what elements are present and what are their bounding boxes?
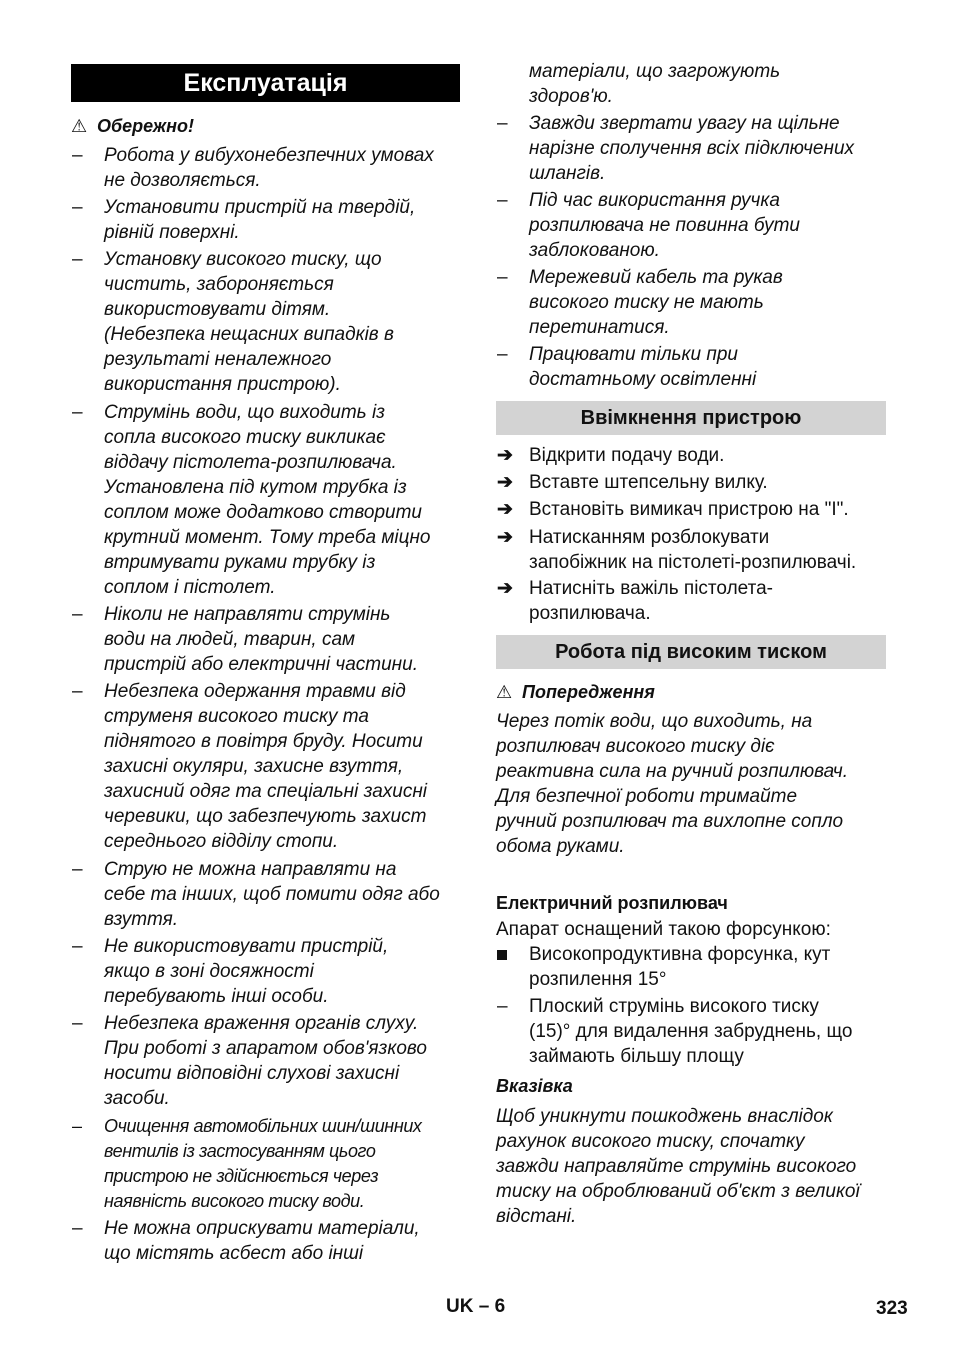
dash-marker: – bbox=[72, 249, 83, 270]
dash-marker: – bbox=[72, 1013, 83, 1034]
arrow-right-icon: ➔ bbox=[497, 527, 513, 548]
list-item bbox=[497, 111, 889, 186]
step-text: Відкрити подачу води. bbox=[529, 445, 725, 466]
step-text: Натисніть важіль пістолета- розпилювача. bbox=[529, 578, 773, 624]
list-item bbox=[72, 602, 464, 677]
dash-marker: – bbox=[497, 190, 508, 211]
dash-marker: – bbox=[72, 936, 83, 957]
list-item bbox=[72, 143, 464, 193]
list-item-text: Завжди звертати увагу на щільне нарізне сполучення всіх підключених шлангів. bbox=[529, 113, 855, 184]
sprayer-intro: Апарат оснащений такою форсункою: bbox=[496, 919, 831, 940]
dash-marker: – bbox=[497, 344, 508, 365]
list-item-text: Струмінь води, що виходить із сопла високого тиску викликає віддачу пістолета-розпилювача. Установлена під кутом трубка із соплом може додатково створити крутний момент. Тому треба міцно втримувати руками трубку із соплом і пістолет. bbox=[104, 402, 431, 598]
list-item bbox=[72, 195, 464, 245]
dash-marker: – bbox=[497, 113, 508, 134]
dash-marker: – bbox=[72, 1116, 82, 1136]
list-item-text: Не використовувати пристрій, якщо в зоні досяжності перебувають інші особи. bbox=[104, 936, 389, 1007]
list-item bbox=[497, 265, 889, 340]
list-item bbox=[497, 188, 889, 263]
subsection-title-high-pressure: Робота під високим тиском bbox=[496, 635, 886, 669]
arrow-right-icon: ➔ bbox=[497, 445, 513, 466]
list-item bbox=[72, 934, 464, 1009]
step-item bbox=[497, 576, 899, 626]
list-item bbox=[72, 1011, 464, 1111]
warning-heading bbox=[496, 680, 655, 705]
sprayer-item-text: Плоский струмінь високого тиску (15)° для видалення забруднень, що займають більшу площу bbox=[529, 996, 853, 1067]
list-item bbox=[72, 400, 464, 600]
sprayer-item bbox=[529, 942, 889, 992]
arrow-right-icon: ➔ bbox=[497, 578, 513, 599]
step-item bbox=[497, 443, 899, 468]
sprayer-item bbox=[497, 994, 889, 1069]
warning-triangle-icon: ⚠ bbox=[496, 682, 513, 702]
page-number: 323 bbox=[876, 1298, 908, 1319]
subsection-title-switch-on: Ввімкнення пристрою bbox=[496, 401, 886, 435]
sprayer-heading: Електричний розпилювач bbox=[496, 893, 728, 913]
list-item-text: Під час використання ручка розпилювача не повинна бути заблокованою. bbox=[529, 190, 800, 261]
dash-marker: – bbox=[72, 604, 83, 625]
list-item-text: Очищення автомобільних шин/шинних вентилів із застосуванням цього пристрою не здійснюється через наявність високого тиску води. bbox=[104, 1116, 422, 1211]
caution-heading bbox=[71, 114, 194, 139]
warning-text: Через потік води, що виходить, на розпилювач високого тиску діє реактивна сила на ручний розпилювач. Для безпечної роботи тримайте ручний розпилювач та вихлопне сопло обома руками. bbox=[496, 711, 849, 857]
warning-triangle-icon: ⚠ bbox=[71, 116, 88, 136]
list-item bbox=[72, 247, 464, 397]
step-item bbox=[497, 470, 899, 495]
list-item bbox=[72, 1114, 464, 1214]
list-item bbox=[72, 1216, 464, 1266]
sprayer-item-text: Високопродуктивна форсунка, кут розпилення 15° bbox=[529, 944, 831, 990]
note-heading: Вказівка bbox=[496, 1076, 573, 1096]
footer-section-label: UK – 6 bbox=[446, 1296, 506, 1317]
list-item-text: Небезпека враження органів слуху. При роботі з апаратом обов'язково носити відповідні слухові захисні засоби. bbox=[104, 1013, 427, 1109]
step-text: Натисканням розблокувати запобіжник на пістолеті-розпилювачі. bbox=[529, 527, 857, 573]
list-item-text: Установити пристрій на твердій, рівній поверхні. bbox=[104, 197, 416, 243]
dash-marker: – bbox=[72, 681, 83, 702]
arrow-right-icon: ➔ bbox=[497, 472, 513, 493]
list-item-text: Струю не можна направляти на себе та інших, щоб помити одяг або взуття. bbox=[104, 859, 440, 930]
step-item bbox=[497, 525, 899, 575]
caution-label: Обережно! bbox=[97, 116, 195, 136]
list-item-text: Установку високого тиску, що чистить, забороняється використовувати дітям. (Небезпека нещасних випадків в результаті неналежного використання пристрою). bbox=[104, 249, 394, 395]
list-item bbox=[497, 342, 889, 392]
arrow-right-icon: ➔ bbox=[497, 499, 513, 520]
list-item-text: Небезпека одержання травми від струменя високого тиску та піднятого в повітря бруду. Носити захисні окуляри, захисне взуття, захисний одяг та спеціальні захисні черевики, що забезпечують захист середнього відділу стопи. bbox=[104, 681, 427, 852]
list-item-text: Працювати тільки при достатньому освітленні bbox=[529, 344, 757, 390]
list-item bbox=[72, 679, 464, 854]
warning-label: Попередження bbox=[522, 682, 655, 702]
dash-marker: – bbox=[72, 859, 83, 880]
dash-marker: – bbox=[497, 267, 508, 288]
note-text: Щоб уникнути пошкоджень внаслідок рахунок високого тиску, спочатку завжди направляйте струмінь високого тиску на оброблюваний об'єкт з великої відстані. bbox=[496, 1106, 860, 1227]
dash-marker: – bbox=[72, 402, 83, 423]
list-item-text: Не можна оприскувати матеріали, що містять асбест або інші bbox=[104, 1218, 420, 1264]
list-item-text: Робота у вибухонебезпечних умовах не дозволяється. bbox=[104, 145, 434, 191]
square-bullet-icon bbox=[497, 942, 507, 967]
dash-marker: – bbox=[72, 1218, 83, 1239]
list-item-text: Мережевий кабель та рукав високого тиску не мають перетинатися. bbox=[529, 267, 783, 338]
list-item-text: Ніколи не направляти струмінь води на людей, тварин, сам пристрій або електричні частини. bbox=[104, 604, 418, 675]
step-text: Встановіть вимикач пристрою на "I". bbox=[529, 499, 849, 520]
list-item-continuation: матеріали, що загрожують здоров'ю. bbox=[529, 61, 781, 107]
step-item bbox=[497, 497, 899, 522]
list-item bbox=[72, 857, 464, 932]
dash-marker: – bbox=[72, 145, 83, 166]
dash-marker: – bbox=[497, 996, 508, 1017]
section-title: Експлуатація bbox=[71, 64, 460, 102]
dash-marker: – bbox=[72, 197, 83, 218]
step-text: Вставте штепсельну вилку. bbox=[529, 472, 768, 493]
